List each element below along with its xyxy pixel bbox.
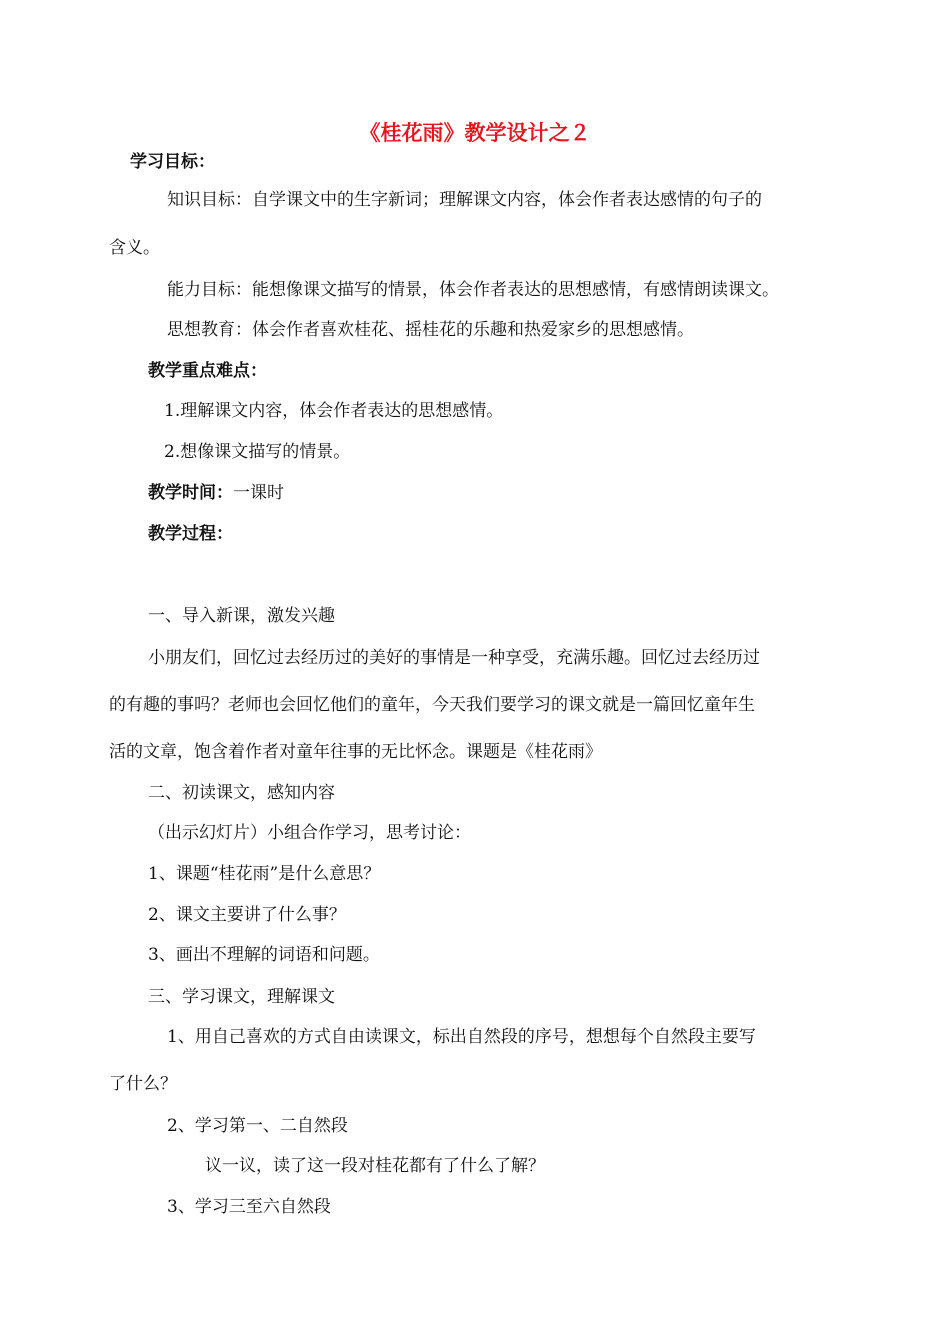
knowledge-objective-line1: 知识目标：自学课文中的生字新词；理解课文内容，体会作者表达感情的句子的 xyxy=(167,190,762,210)
document-title: 《桂花雨》教学设计之２ xyxy=(359,121,591,145)
section3-step1-line2: 了什么？ xyxy=(109,1074,177,1094)
section2-question: 3、画出不理解的词语和问题。 xyxy=(148,945,380,965)
process-heading: 教学过程： xyxy=(148,524,233,544)
key-point-item: 1.理解课文内容，体会作者表达的思想感情。 xyxy=(164,401,504,421)
section1-paragraph-line3: 活的文章，饱含着作者对童年往事的无比怀念。课题是《桂花雨》 xyxy=(109,742,602,762)
ability-objective: 能力目标：能想像课文描写的情景，体会作者表达的思想感情，有感情朗读课文。 xyxy=(167,280,779,300)
key-points-heading: 教学重点难点： xyxy=(148,361,267,381)
teaching-time-value: 一课时 xyxy=(233,483,284,503)
section2-question: 1、课题“桂花雨”是什么意思？ xyxy=(148,864,381,884)
teaching-time-label: 教学时间： xyxy=(148,483,233,503)
section2-question: 2、课文主要讲了什么事？ xyxy=(148,905,346,925)
section1-paragraph-line2: 的有趣的事吗？老师也会回忆他们的童年，今天我们要学习的课文就是一篇回忆童年生 xyxy=(109,695,755,715)
thought-objective: 思想教育：体会作者喜欢桂花、摇桂花的乐趣和热爱家乡的思想感情。 xyxy=(167,320,694,340)
section3-step2: 2、学习第一、二自然段 xyxy=(167,1116,348,1136)
section2-heading: 二、初读课文，感知内容 xyxy=(148,783,335,803)
section3-heading: 三、学习课文，理解课文 xyxy=(148,987,335,1007)
teaching-time xyxy=(148,482,284,504)
objectives-heading: 学习目标： xyxy=(130,152,215,172)
section3-step3: 3、学习三至六自然段 xyxy=(167,1197,331,1217)
section1-paragraph-line1: 小朋友们，回忆过去经历过的美好的事情是一种享受，充满乐趣。回忆过去经历过 xyxy=(148,648,760,668)
section3-step1-line1: 1、用自己喜欢的方式自由读课文，标出自然段的序号，想想每个自然段主要写 xyxy=(167,1027,756,1047)
section1-heading: 一、导入新课，激发兴趣 xyxy=(148,606,335,626)
section2-intro: （出示幻灯片）小组合作学习，思考讨论： xyxy=(148,823,471,843)
key-point-item: 2.想像课文描写的情景。 xyxy=(164,442,351,462)
knowledge-objective-line2: 含义。 xyxy=(109,238,160,258)
section3-step2-detail: 议一议，读了这一段对桂花都有了什么了解？ xyxy=(205,1156,545,1176)
